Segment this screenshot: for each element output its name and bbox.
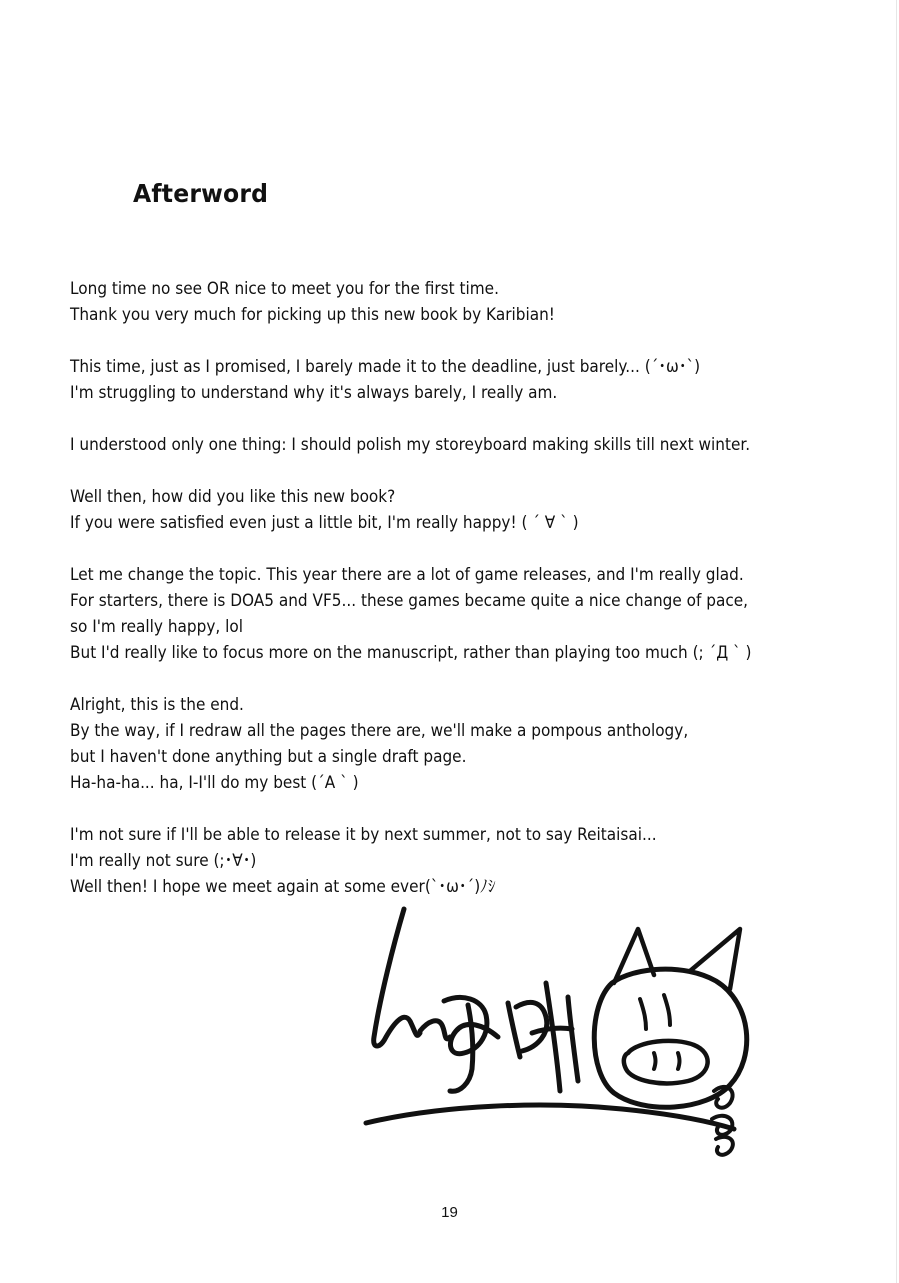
paragraph-1 [70,276,890,328]
paragraph-gap [70,406,890,432]
signature-stroke [508,1003,520,1057]
text-line: I understood only one thing: I should polish my storeyboard making skills till next winter. [70,435,751,455]
page-title: Afterword [133,179,269,208]
signature-stroke [640,999,646,1029]
paragraph-gap [70,458,890,484]
text-line: Ha-ha-ha... ha, I-I'll do my best (´A ` ) [70,773,359,793]
paragraph-gap [70,328,890,354]
paragraph-gap [70,536,890,562]
text-line: Let me change the topic. This year there are a lot of game releases, and I'm really glad. [70,565,744,585]
text-line: Well then, how did you like this new book? [70,487,396,507]
paragraph-gap [70,666,890,692]
signature-stroke [516,1002,547,1051]
text-line: Long time no see OR nice to meet you for the first time. [70,279,499,299]
text-line: If you were satisfied even just a little bit, I'm really happy! ( ´ ∀ ` ) [70,513,579,533]
text-line: I'm struggling to understand why it's always barely, I really am. [70,383,558,403]
afterword-body [70,276,890,900]
signature-stroke [568,997,578,1081]
signature-stroke [546,983,560,1091]
paragraph-gap [70,796,890,822]
signature-stroke [654,1053,656,1069]
text-line: I'm not sure if I'll be able to release it by next summer, not to say Reitaisai... [70,825,657,845]
page-edge-line [896,0,897,1283]
paragraph-7 [70,822,890,900]
signature-stroke [420,1021,450,1039]
paragraph-3 [70,432,890,458]
text-line: This time, just as I promised, I barely made it to the deadline, just barely... (´･ω･`) [70,357,701,377]
paragraph-2 [70,354,890,406]
paragraph-5 [70,562,890,666]
text-line: But I'd really like to focus more on the manuscript, rather than playing too much (; ´Д ` ) [70,643,752,663]
text-line: Well then! I hope we meet again at some ever(`･ω･´)ﾉｼ [70,877,496,897]
signature-stroke [664,995,670,1025]
paragraph-4 [70,484,890,536]
text-line: so I'm really happy, lol [70,617,243,637]
signature-stroke [678,1053,680,1069]
signature-stroke [716,1137,733,1155]
text-line: Thank you very much for picking up this new book by Karibian! [70,305,555,325]
text-line: Alright, this is the end. [70,695,244,715]
text-line: By the way, if I redraw all the pages there are, we'll make a pompous anthology, [70,721,689,741]
page-number: 19 [441,1204,458,1221]
signature-stroke [374,909,420,1046]
text-line: but I haven't done anything but a single draft page. [70,747,467,767]
signature-stroke [624,1041,708,1084]
handwritten-signature [362,905,752,1170]
text-line: I'm really not sure (;･∀･) [70,851,257,871]
paragraph-6 [70,692,890,796]
text-line: For starters, there is DOA5 and VF5... these games became quite a nice change of pace, [70,591,749,611]
